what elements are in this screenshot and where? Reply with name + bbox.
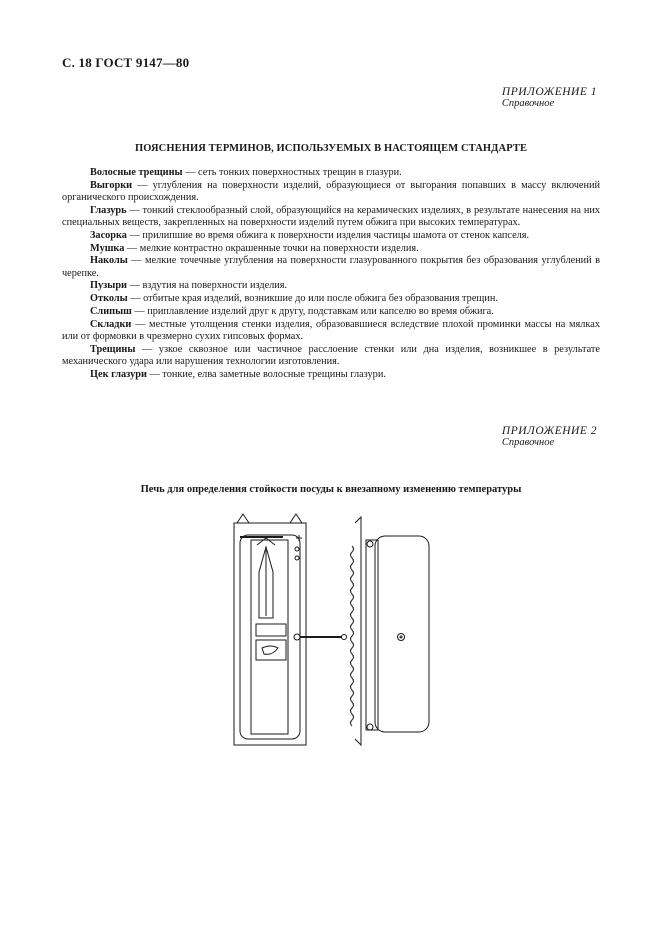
term-item	[62, 319, 600, 343]
hanger-right	[290, 514, 302, 523]
term-item	[62, 243, 600, 255]
term-item	[62, 369, 600, 381]
side-hinge-bottom	[367, 724, 373, 730]
kiln-drawing	[220, 505, 450, 750]
term-item	[62, 344, 600, 368]
term-definition: — углубления на поверхности изделий, образующиеся от выгорания попавших в массу включений органического происхождения.	[62, 179, 600, 203]
terminal-1	[295, 547, 299, 551]
term-definition: — приплавление изделий друг к другу, подставкам или капселю во время обжига.	[131, 305, 494, 317]
side-back-plate	[366, 540, 378, 730]
rod-bracket	[257, 538, 275, 545]
term-item	[62, 293, 600, 305]
term-name: Пузыри	[90, 280, 127, 292]
terminal-2	[295, 556, 299, 560]
tray-lower	[256, 640, 286, 660]
term-definition: — отбитые края изделий, возникшие до или после обжига без образования трещин.	[127, 293, 498, 305]
side-indicator-center	[400, 636, 402, 638]
side-mount-plate	[355, 517, 361, 745]
term-name: Выгорки	[90, 179, 133, 191]
hanger-left	[237, 514, 249, 523]
term-name: Трещины	[90, 343, 136, 355]
cup-sample	[262, 646, 278, 654]
appendix-2-label	[502, 425, 597, 449]
term-name: Цек глазури	[90, 368, 147, 380]
rod-knob	[342, 635, 347, 640]
term-item	[62, 306, 600, 318]
appendix-1-subtitle: Справочное	[501, 98, 555, 109]
terms-list	[62, 167, 600, 382]
term-definition: — сеть тонких поверхностных трещин в глазури.	[182, 167, 402, 178]
term-item	[62, 230, 600, 242]
front-inner-chamber	[240, 535, 300, 739]
term-definition: — мелкие контрастно окрашенные точки на поверхности изделия.	[124, 242, 419, 254]
term-name: Мушка	[90, 242, 125, 254]
appendix-1-label	[502, 86, 597, 110]
kiln-front-view	[234, 514, 347, 745]
side-hinge-top	[367, 541, 373, 547]
term-definition: — узкое сквозное или частичное расслоение стенки или дна изделия, возникшее в результате механического удара или нарушения технологии изготовления.	[62, 343, 600, 367]
section-title: ПОЯСНЕНИЯ ТЕРМИНОВ, ИСПОЛЬЗУЕМЫХ В НАСТОЯЩЕМ СТАНДАРТЕ	[134, 143, 528, 154]
term-name: Слипыш	[90, 305, 132, 317]
term-name: Наколы	[90, 255, 128, 267]
term-definition: — тонкие, елва заметные волосные трещины глазури.	[146, 368, 386, 380]
kiln-side-view	[351, 517, 430, 745]
term-definition: — местные утолщения стенки изделия, образовавшиеся вследствие плохой проминки массы на мялках или от формовки в чрезмерно сухих гипсовых формах.	[62, 318, 600, 342]
appendix-2-title: ПРИЛОЖЕНИЕ 2	[501, 425, 597, 437]
term-item	[62, 167, 600, 179]
term-definition: — мелкие точечные углубления на поверхности глазурованного покрытия без образования углублений в черепке.	[62, 255, 600, 279]
term-definition: — тонкий стеклообразный слой, образующийся на керамических изделиях, в результате нанесения на них специальных веществ, закрепленных на поверхности изделий путем обжига при высоких температурах.	[62, 204, 600, 228]
term-item	[62, 180, 600, 204]
term-name: Отколы	[90, 293, 128, 305]
side-cable-coil	[351, 546, 354, 726]
appendix-1-title: ПРИЛОЖЕНИЕ 1	[501, 86, 597, 98]
term-name: Волосные трещины	[90, 167, 183, 178]
term-name: Глазурь	[90, 204, 127, 216]
term-name: Засорка	[90, 229, 127, 241]
term-definition: — вздутия на поверхности изделия.	[127, 280, 288, 292]
term-definition: — прилипшие во время обжига к поверхности изделия частицы шамота от стенок капселя.	[126, 229, 530, 241]
figure-title: Печь для определения стойкости посуды к внезапному изменению температуры	[140, 484, 522, 495]
appendix-2-subtitle: Справочное	[501, 437, 555, 448]
side-indicator	[398, 634, 405, 641]
term-item	[62, 255, 600, 279]
tray-upper	[256, 624, 286, 636]
front-core	[251, 540, 288, 734]
page-header: С. 18 ГОСТ 9147—80	[62, 55, 190, 70]
term-item	[62, 205, 600, 229]
term-item	[62, 280, 600, 292]
term-name: Складки	[90, 318, 132, 330]
rod-pivot	[294, 634, 300, 640]
